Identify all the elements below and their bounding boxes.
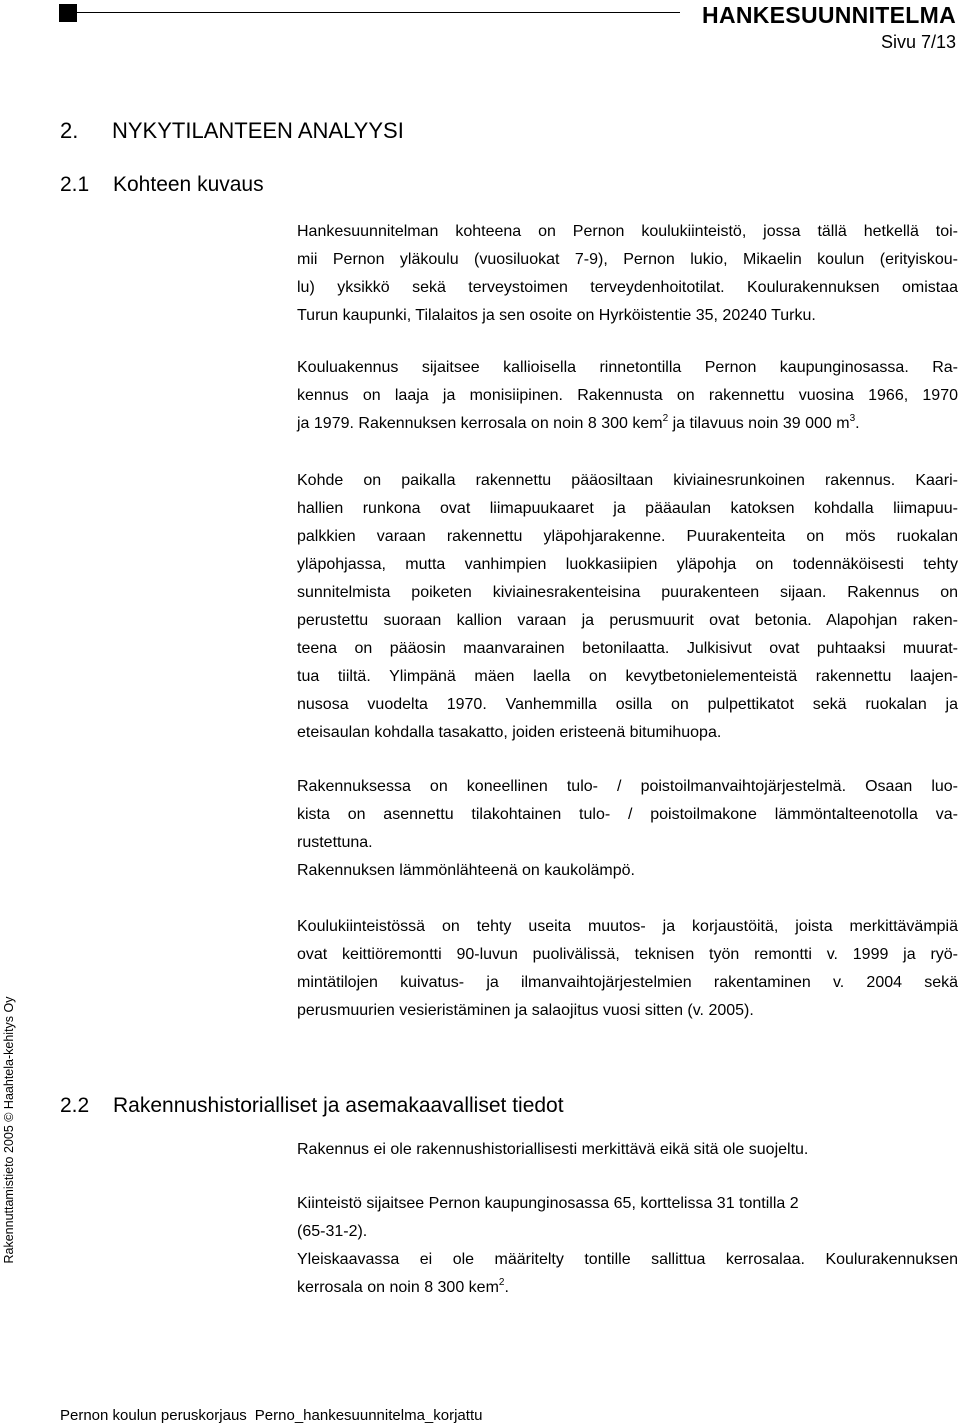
area-text: ja 1979. Rakennuksen kerrosala on noin 8 300 kem (297, 415, 663, 432)
text-line: Koulukiinteistössä on tehty useita muutos- ja korjaustöitä, joista merkittävämpiä (297, 918, 958, 935)
subsection-heading-2-1 (60, 173, 264, 197)
volume-text: ja tilavuus noin 39 000 m (668, 415, 850, 432)
header-logo-square (59, 4, 77, 22)
text-line: teena on pääosin maanvarainen betonilaatta. Julkisivut ovat puhtaaksi muurat- (297, 640, 958, 657)
text-line: yläpohjassa, mutta vanhimpien luokkasiipien yläpohja on todennäköisesti tehty (297, 556, 958, 573)
text-line: Turun kaupunki, Tilalaitos ja sen osoite on Hyrköistentie 35, 20240 Turku. (297, 307, 816, 324)
text-line: sunnitelmista poiketen kiviainesrakenteisina puurakenteen sijaan. Rakennus on (297, 584, 958, 601)
area-text: kerrosala on noin 8 300 kem (297, 1279, 499, 1296)
text-line: nusosa vuodelta 1970. Vanhemmilla osilla on pulpettikatot sekä ruokalan ja (297, 696, 958, 713)
text-line: Rakennus ei ole rakennushistoriallisesti merkittävä eikä sitä ole suojeltu. (297, 1141, 809, 1158)
line-end: . (855, 415, 860, 432)
subsection-number: 2.1 (60, 173, 90, 196)
subsection-number: 2.2 (60, 1094, 90, 1117)
text-line: mintätilojen kuivatus- ja ilmanvaihtojärjestelmien rakentaminen v. 2004 sekä (297, 974, 958, 991)
page-number: Sivu 7/13 (880, 32, 956, 52)
text-line: tua tiiltä. Ylimpänä mäen laella on kevytbetonielementeistä rakennettu laajen- (297, 668, 958, 685)
text-line: kennus on laaja ja monisiipinen. Rakennusta on rakennettu vuosina 1966, 1970 (297, 387, 958, 404)
copyright-side-text: Rakennuttamistieto 2005 © Haahtela-kehitys Oy (2, 996, 16, 1264)
footer-file: Perno_hankesuunnitelma_korjattu (254, 1407, 483, 1424)
text-line: Kiinteistö sijaitsee Pernon kaupunginosassa 65, korttelissa 31 tontilla 2 (297, 1195, 799, 1212)
area-line (297, 1274, 958, 1302)
text-line: hallien runkona ovat liimapuukaaret ja pääaulan katoksen kohdalla liimapuu- (297, 500, 958, 517)
text-line: ovat keittiöremontti 90-luvun puolivälissä, teknisen työn remontti v. 1999 ja ryö- (297, 946, 958, 963)
section-title: NYKYTILANTEEN ANALYYSI (112, 118, 404, 143)
text-line: kista on asennettu tilakohtainen tulo- / poistoilmakone lämmöntalteenotolla va- (297, 806, 958, 823)
page-footer (60, 1407, 482, 1424)
text-line: lu) yksikkö sekä terveystoimen terveydenhoitotilat. Koulurakennuksen omistaa (297, 279, 958, 296)
text-line: Kouluakennus sijaitsee kallioisella rinnetontilla Pernon kaupunginosassa. Ra- (297, 359, 958, 376)
text-line: eteisaulan kohdalla tasakatto, joiden eristeenä bitumihuopa. (297, 724, 722, 741)
document-title: HANKESUUNNITELMA (702, 2, 956, 28)
text-line: perusmuurien vesieristäminen ja salaojitus vuosi sitten (v. 2005). (297, 1002, 754, 1019)
header-rule (77, 12, 680, 13)
area-line (297, 410, 958, 438)
subsection-title: Kohteen kuvaus (113, 173, 264, 196)
subsection-title: Rakennushistorialliset ja asemakaavalliset tiedot (113, 1094, 564, 1117)
superscript: 2 (662, 413, 669, 424)
footer-project: Pernon koulun peruskorjaus (60, 1407, 247, 1424)
text-line: rustettuna. (297, 834, 373, 851)
section-heading (60, 118, 404, 144)
subsection-heading-2-2 (60, 1094, 564, 1118)
text-line: palkkien varaan rakennettu yläpohjarakenne. Puurakenteita on mös ruokalan (297, 528, 958, 545)
text-line: Hankesuunnitelman kohteena on Pernon koulukiinteistö, jossa tällä hetkellä toi- (297, 223, 958, 240)
superscript: 2 (498, 1277, 505, 1288)
text-line: Rakennuksen lämmönlähteenä on kaukolämpö. (297, 862, 635, 879)
text-line: Rakennuksessa on koneellinen tulo- / poistoilmanvaihtojärjestelmä. Osaan luo- (297, 778, 958, 795)
superscript: 3 (849, 413, 856, 424)
text-line: (65-31-2). (297, 1223, 368, 1240)
text-line: perustettu suoraan kallion varaan ja perusmuurit ovat betonia. Alapohjan raken- (297, 612, 958, 629)
section-number: 2. (60, 118, 79, 143)
line-end: . (504, 1279, 509, 1296)
text-line: Kohde on paikalla rakennettu pääosiltaan kiviainesrunkoinen rakennus. Kaari- (297, 472, 958, 489)
text-line: Yleiskaavassa ei ole määritelty tontille sallittua kerrosalaa. Koulurakennuksen (297, 1251, 958, 1268)
text-line: mii Pernon yläkoulu (vuosiluokat 7-9), Pernon lukio, Mikaelin koulun (erityiskou- (297, 251, 958, 268)
